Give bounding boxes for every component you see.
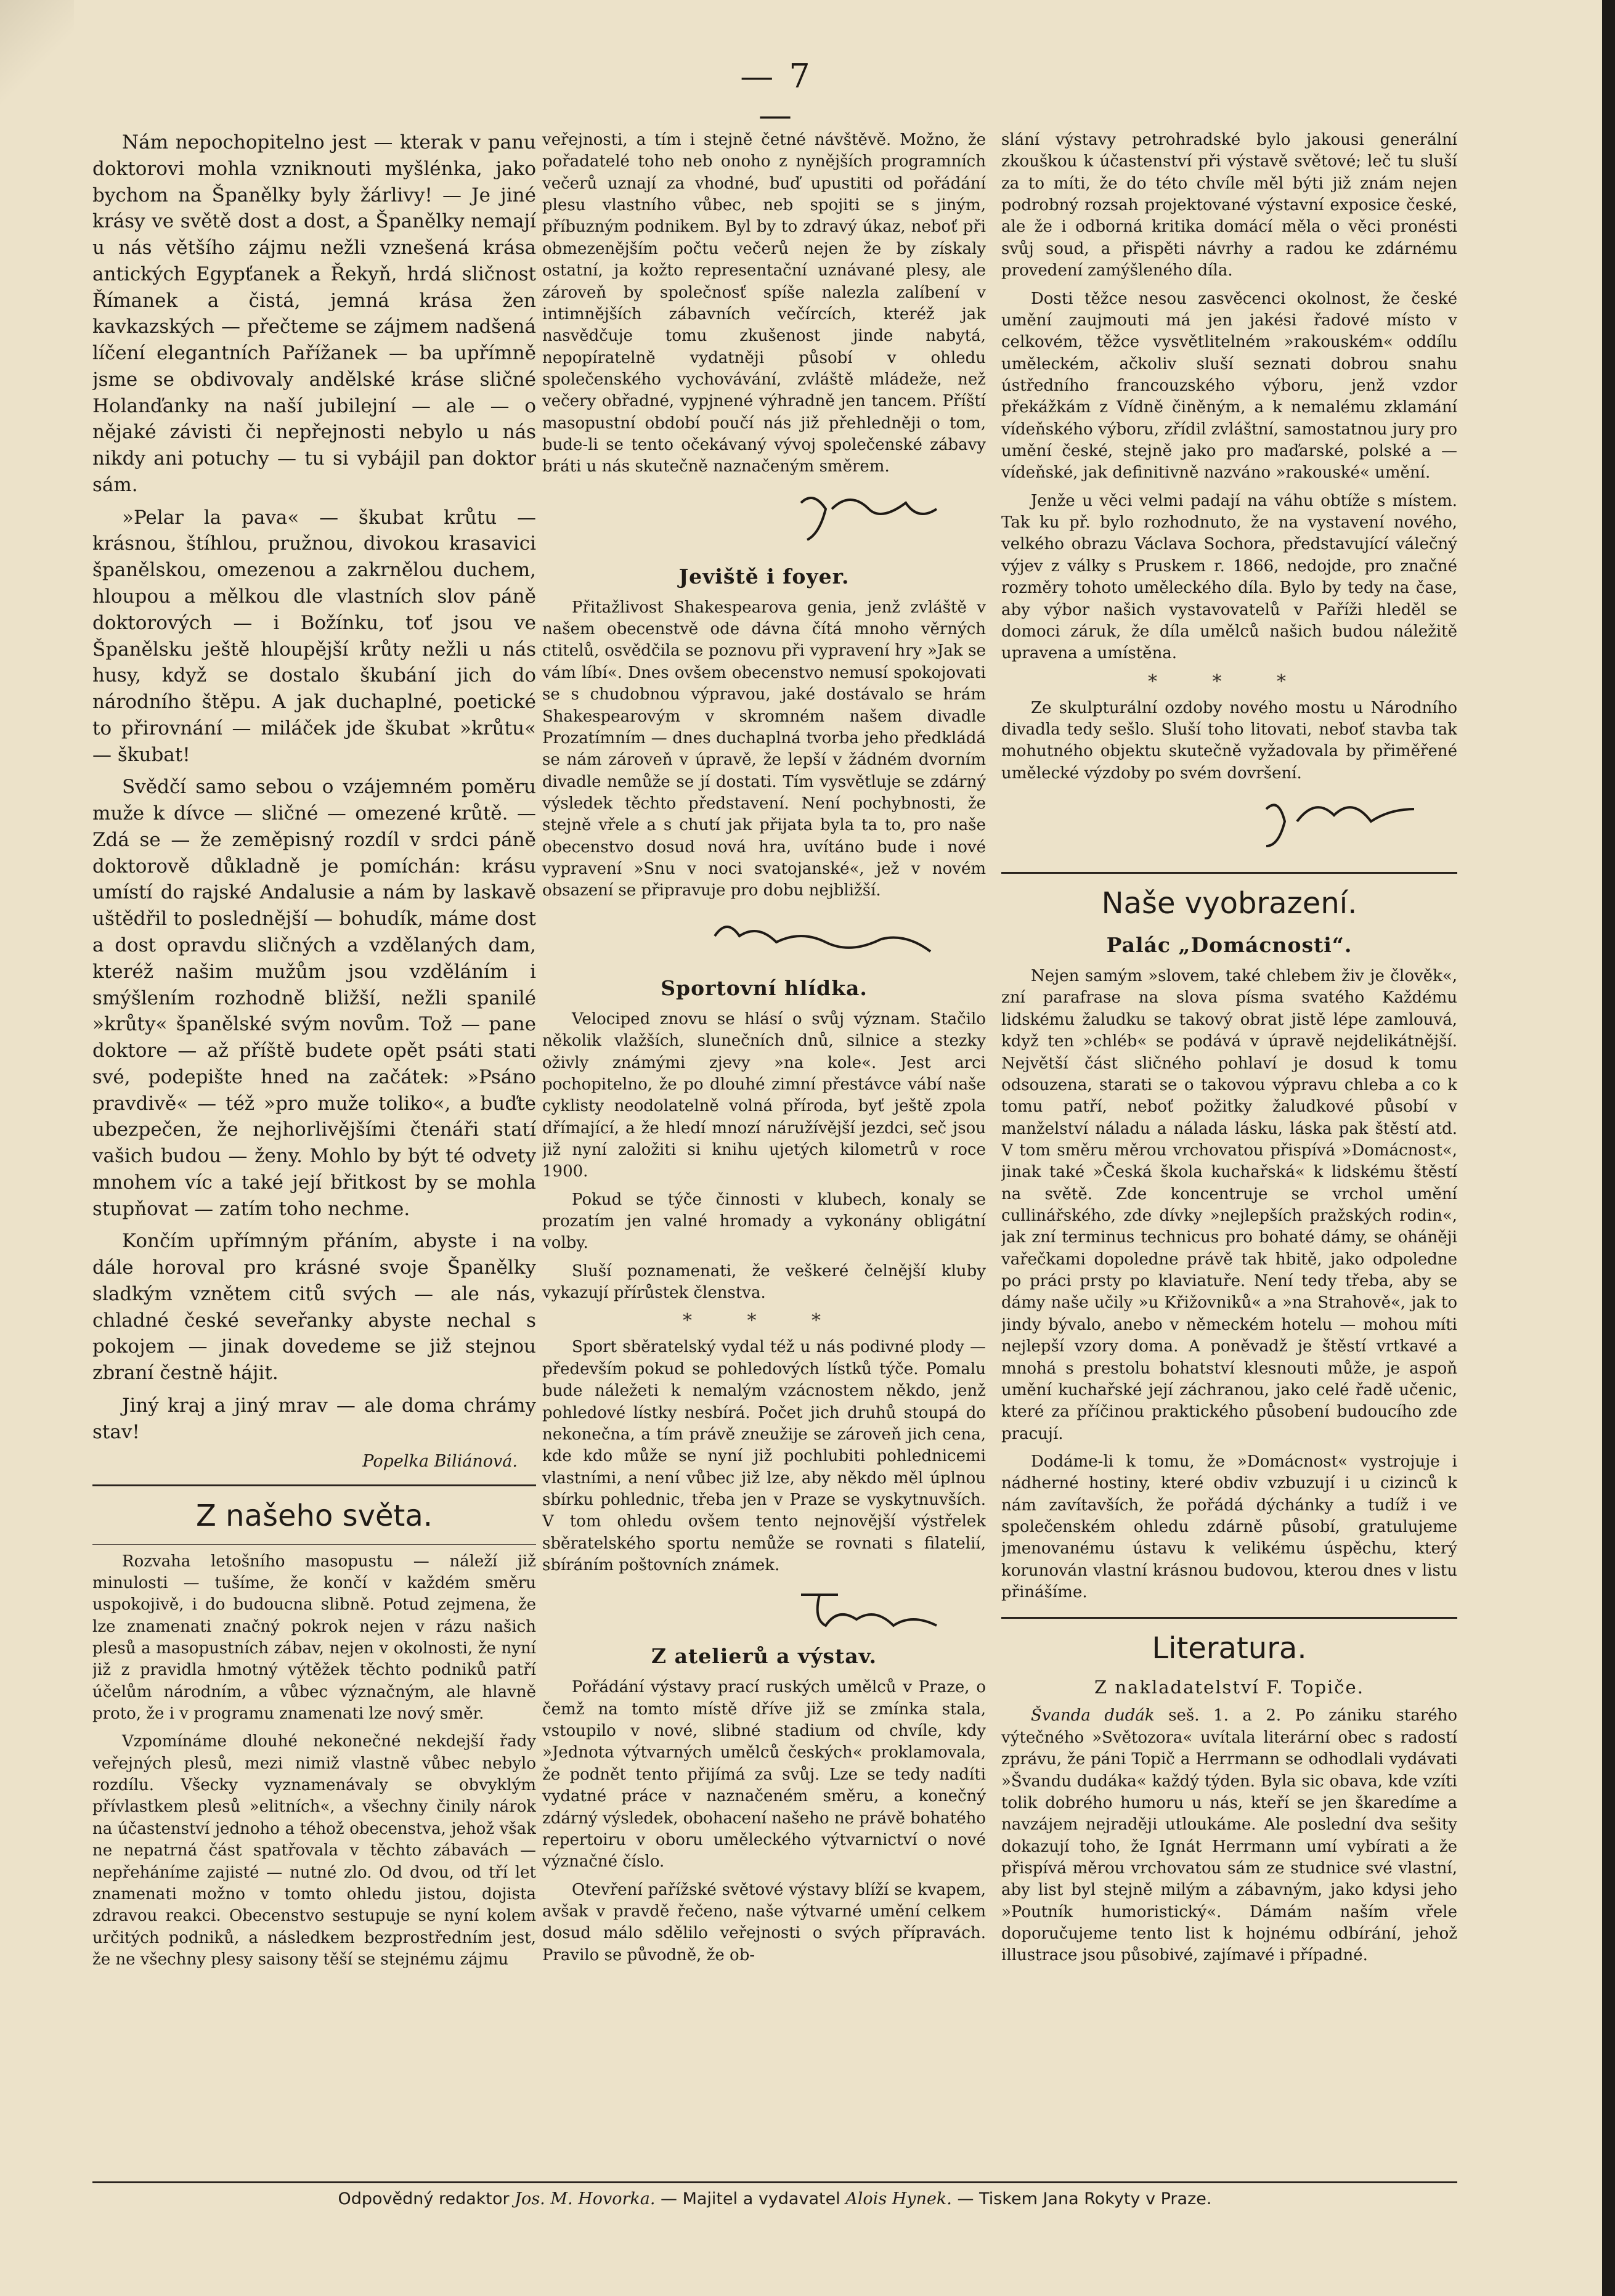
- letter-paragraph: Končím upřímným přáním, abyste i na dále horoval pro krásné svoje Španělky sladkým vznětem citů svých — ale nás, chladné české seveřanky abyste nechal s pokojem — jinak dovedeme se již stejnou zbraní čestně hájit.: [92, 1230, 536, 1385]
- article-paragraph: Otevření pařížské světové výstavy blíží se kvapem, avšak v pravdě řečeno, naše výtvarné umění celkem dosud málo sdělilo veřejnosti o svých přípravách. Pravilo se původně, že ob-: [542, 1880, 986, 1964]
- article-paragraph: Sluší poznamenati, že veškeré čelnější kluby vykazují přírůstek členstva.: [542, 1261, 986, 1303]
- article-paragraph: Vzpomínáme dlouhé nekonečné nekdejší řady veřejných plesů, mezi nimiž vlastně vůbec nebylo rozdílu. Všecky vyznamenávaly se obvyklým přívlastkem plesů »elitních«, a všechny činily nárok na účastenství jednoho a téhož obecenstva, jehož však ne nepatrná část spatřovala v těchto zábavách — nepřeháníme zajisté — nutné zlo. Od dvou, od tří let znamenati možno v tomto ohledu jistou, dojista zdravou reakci. Obecenstvo sestupuje se nyní kolem určitých podniků, a následkem bezprostředním jest, že ne všechny plesy saisony těší se stejnému zájmu: [92, 1732, 536, 1969]
- article-paragraph: Jenže u věci velmi padají na váhu obtíže s místem. Tak ku př. bylo rozhodnuto, že na vystavení nového, velkého obrazu Václava Sochora, představující válečný výjev z války s Pruskem r. 1866, nedojde, pro značné rozměry tohoto uměleckého díla. Bylo by tedy na čase, aby výbor našich vystavovatelů v Paříži hleděl se domoci záruk, že díla umělců našich budou náležitě upravena a umístěna.: [1001, 491, 1457, 663]
- column-left: [92, 129, 536, 2163]
- book-review-text: seš. 1. a 2. Po zániku starého výtečného »Světozora« uvítala literární obec s radostí zprávu, že páni Topič a Herrmann se odhodlali vydávati »Švandu dudáka« každý týden. Byla sic obava, kde vzíti tolik dobrého humoru u nás, kteří se jen škaredíme a navzájem nejraději utloukáme. Ale poslední dva sešity dokazují toho, že Ignát Herrmann umí vybírati a že přispívá měrou vrchovatou sám ze studnice své vlastní, aby list byl stejně milým a zábavným, jako kdysi jeho »Poutník humoristický«. Dámám naším vřele doporučujeme tento list k hojnému odbírání, jehož illustrace jsou působivé, zajímavé i případné.: [1001, 1706, 1457, 1965]
- article-paragraph: slání výstavy petrohradské bylo jakousi generální zkouškou k účastenství při výstavě světové; leč tu sluší za to míti, že do této chvíle měl býti již znám nejen podrobný rozsah projektované výstavní exposice české, ale že i odborná kritika domácí měla o věci pronésti svůj soud, a přispěti návrhy a radou ke zdárnému provedení zamýšleného díla.: [1001, 131, 1457, 280]
- column-middle: [542, 129, 986, 2163]
- section-divider: [1001, 1617, 1457, 1619]
- page-corner-shadow: [0, 0, 74, 105]
- article-paragraph: veřejnosti, a tím i stejně četné návštěvě. Možno, že pořadatelé toho neb onoho z nynějších programních večerů uznají za vhodné, buď upustiti od pořádání plesu vlastního vůbec, neb spojiti se s jiným, příbuzným podnikem. Byl by to zdravý úkaz, neboť při obmezenějším počtu večerů nejen že by získaly ostatní, ja kožto representační uznávané plesy, ale zároveň by společnosť spíše nalezla zalíbení v intimnějších zábavních večírcích, kteréž jak nasvědčuje tomu zkušenost jinde nabytá, nepopíratelně vydatněji působí v ohledu společenského vychovávání, zvláště mládeže, než večery obřadné, vypjnené výhradně jen tancem. Příští masopustní období poučí nás již přehledněji o tom, bude-li se tento očekávaný vývoj společenské zábavy bráti u nás skutečně naznačeným směrem.: [542, 131, 986, 476]
- footer-editor-label: Odpovědný redaktor: [338, 2189, 510, 2208]
- literatura-subtitle: Z nakladatelství F. Topiče.: [1094, 1677, 1364, 1698]
- page-number: — 7 —: [740, 57, 813, 134]
- article-paragraph: Pokud se týče činnosti v klubech, konaly se prozatím jen valné hromady a vykonány obligátní volby.: [542, 1190, 986, 1253]
- article-paragraph: Nejen samým »slovem, také chlebem živ je člověk«, zní parafrase na slova písma svatého Každému lidskému žaludku se takový obrat jistě lépe zamlouvá, když ten »chléb« se podává v úpravě nejdelikátnější. Největší část sličného pohlaví je dosud k tomu odsouzena, starati se o takovou výpravu chleba a co k tomu patří, neboť požitky žaludkové působí v manželství náladu a nálada lásku, láska pak štěstí atd. V tom směru měrou vrchovatou přispívá »Domácnost«, jinak také »Česká škola kuchařská« k lidskému štěstí na světě. Zde koncentruje se vrchol umění cullinářského, zde dívky »nejlepších pražských rodin«, jak zní terminus technicus pro bohaté dámy, se oháněji vařečkami dopoledne právě tak hbitě, jako odpoledne po práci prsty po klaviatuře. Není tedy třeba, aby se dámy naše učily »u Křižovniků« a »na Strahově«, jak to jindy bývalo, anebo v německém hotelu — mohou míti nejlepší vzory doma. A poněvadž je štěstí vrtkavé a mnohá s prestolu bohatství klesnouti může, je aspoň umění kuchařské její záchranou, jako celé řadě učenic, které za příčinou praktického působení budoucího zde pracují.: [1001, 967, 1457, 1443]
- footer-editor: Jos. M. Hovorka.: [515, 2189, 656, 2208]
- article-paragraph: Pořádání výstavy prací ruských umělců v Praze, o čemž na tomto místě dříve již se zmínka stala, vstoupilo v nové, slibné stadium od chvíle, kdy »Jednota výtvarných umělců českých« proklamovala, že podnět tento přijímá za svůj. Lze se tedy nadíti vydatné práce v naznačeném směru, a konečný zdárný výsledek, obohacení našeho ne právě bohatého repertoiru v oboru uměleckého výtvarnictví o nové význačné číslo.: [542, 1678, 986, 1871]
- article-paragraph: Ze skulpturální ozdoby nového mostu u Národního divadla tedy sešlo. Sluší toho litovati, neboť stavba tak mohutného objektu skutečně vyžadovala by přiměřené umělecké výzdoby po svém dovršení.: [1001, 698, 1457, 783]
- title-underline: [92, 1544, 536, 1545]
- article-paragraph: Velociped znovu se hlásí o svůj význam. Stačilo několik vlažších, slunečních dnů, silnice a stezky oživly známými zjevy »na kole«. Jest arci pochopitelno, že po dlouhé zimní přestávce vábí naše cyklisty neodolatelně volná příroda, byť ještě zpola dřímající, a že hledí mnozí náružívější jezdci, seč jsou již nyní založiti si knihu ujetých kilometrů v roce 1900.: [542, 1009, 986, 1181]
- article-title-palac-domacnosti: Palác „Domácnosti“.: [1106, 933, 1353, 958]
- letter-paragraph: Svědčí samo sebou o vzájemném poměru muže k dívce — sličné — omezené krůtě. — Zdá se — že zeměpisný rozdíl v srdci páně doktorově důkladně je pomíchán: krásu umístí do rajské Andalusie a nám by laskavě uštědřil to poslednější — bohudík, máme dost a dost opravdu sličných a vzdělaných dam, kteréž našim mužům jsou vzděláním i smýšlením rozhodně bližší, nežli spanilé »krůty« španělské svým novům. Tož — pane doktore — až příště budete opět psáti stati své, podepište hned na začátek: »Psáno pravdivě« — též »pro muže toliko«, a buďte ubezpečen, že nejhorlivějšími čtenáři statí vašich budou — ženy. Mohlo by být té odvety mnohem víc a také její břitkost by se mohla stupňovat — zatím toho nechme.: [92, 776, 536, 1220]
- article-paragraph: Sport sběratelský vydal též u nás podivné plody — především pokud se pohledových lístků týče. Pomalu bude náležeti k nemalým vzácnostem někdo, jenž pohledové lístky nesbírá. Počet jich druhů stoupá do nekonečna, a tím právě zneužije se zároveň jich cena, kde kdo může se nyní již pochlubiti pohlednicemi vlastními, a není vůbec již lze, aby někdo měl úplnou sbírku pohlednic, třeba jen v Praze se vyskytnuvších. V tom ohledu ovšem tento nejnovější výstřelek sběratelského sportu nemůže se rovnati s filatelií, sbíráním poštovních známek.: [542, 1338, 986, 1575]
- article-paragraph: Dodáme-li k tomu, že »Domácnost« vystrojuje i nádherné hostiny, které obdiv vzbuzují i u cizinců k nám zavítavších, že pořádá dýchánky a tudíž i ve společenském ohledu zdárně působí, gratulujeme jmenovanému ústavu k velikému úspěchu, který korunován vlastní krásnou budovou, kterou dnes v listu přinášíme.: [1001, 1452, 1457, 1602]
- page-edge-shadow: [1602, 0, 1615, 2296]
- book-title: Švanda dudák: [1031, 1706, 1155, 1725]
- letter-paragraph: »Pelar la pava« — škubat krůtu — krásnou, štíhlou, pružnou, divokou krasavici španělskou, omezenou a zakrnělou duchem, hloupou a mělkou dle vlastních slov páně doktorových — i Božínku, toť jsou ve Španělsku ještě hloupější krůty nežli u nás husy, když se dostalo škubání jich do národního štěpu. A jak duchaplné, poetické to přirovnání — miláček jde škubat »krůtu« — škubat!: [92, 506, 536, 766]
- article-paragraph: Přitažlivost Shakespearova genia, jenž zvláště v našem obecenstvě ode dávna čítá mnoho věrných ctitelů, osvědčila se poznovu při vypravení hry »Jak se vám líbí«. Dnes ovšem obecenstvo nemusí spokojovati se s chudobnou výpravou, jaké dostávalo se hrám Shakespearovým v skromném našem divadle Prozatímním — dnes duchaplná tvorba jeho předkládá se nám zároveň v úpravě, že lepší v žádném dvorním divadle nemůže se jí dostati. Tím vysvětluje se zdárný výsledek těchto představení. Není pochybnosti, že stejně vřele a s chutí jak přijata byla ta to, pro naše obecenstvo dosud nová hra, uvítáno bude i nové vypravení »Snu v noci svatojanské«, jež v novém obsazení se připravuje pro dobu nejbližší.: [542, 598, 986, 900]
- article-paragraph: [1001, 1705, 1457, 1966]
- section-title-z-naseho-sveta: Z našeho světa.: [196, 1498, 433, 1533]
- letter-paragraph: Jiný kraj a jiný mrav — ale doma chrámy stav!: [92, 1394, 536, 1443]
- signature-pratek-image: [542, 1582, 974, 1632]
- signature-boskovic-image: [1001, 791, 1457, 858]
- separator-stars: * * *: [1147, 670, 1311, 693]
- section-title-nase-vyobrazeni: Naše vyobrazení.: [1101, 886, 1357, 921]
- section-title-literatura: Literatura.: [1152, 1631, 1307, 1666]
- article-paragraph: Dosti těžce nesou zasvěcenci okolnost, že české umění zaujmouti má jen jakési řadové místo v celkovém, těžce vysvětlitelném »rakouském« oddílu uměleckém, ačkoliv sluší seznati dobrou snahu ústředního francouzského výboru, jenž vzdor překážkám z Vídně činěným, a k nemalému zklamání vídeňského výboru, zřídil zvláštní, samostatnou jury pro umění české, stejně jako pro maďarské, polské a — vídeňské, jak definitivně nazváno »rakouské« umění.: [1001, 289, 1457, 482]
- section-divider: [92, 1484, 536, 1486]
- footer-publisher-label: — Majitel a vydavatel: [661, 2189, 840, 2208]
- footer-publisher: Alois Hynek.: [845, 2189, 952, 2208]
- section-title-z-atelieru: Z atelierů a výstav.: [651, 1644, 877, 1669]
- page-footer: [92, 2181, 1457, 2208]
- letter-paragraph: Nám nepochopitelno jest — kterak v panu doktorovi mohla vzniknouti myšlénka, jako bychom na Španělky byly žárlivy! — Je jiné krásy ve světě dost a dost, a Španělky nemají u nás většího zájmu nežli vznešená krása antických Egypťanek a Řekyň, hrdá sličnost Římanek a čistá, jemná krása žen kavkazských — přečteme se zájmem nadšená líčení elegantních Pařížanek — ba upřímně jsme se obdivovaly andělské kráse sličné Holanďanky na naší jubilejní — ale — o nějaké závisti či nepřejnosti nebylo u nás nikdy ani potuchy — tu si vybájil pan doktor sám.: [92, 131, 536, 496]
- section-title-jeviste: Jeviště i foyer.: [678, 564, 850, 588]
- section-title-sportovni-hlidka: Sportovní hlídka.: [661, 975, 868, 1000]
- column-right: [1001, 129, 1457, 2163]
- section-divider: [1001, 872, 1457, 874]
- signature-bodi-image: [542, 484, 974, 552]
- separator-stars: * * *: [682, 1310, 846, 1332]
- footer-printer: — Tiskem Jana Rokyty v Praze.: [957, 2189, 1212, 2208]
- signature-kazimir-image: [542, 908, 974, 964]
- author-name: Popelka Biliánová.: [362, 1451, 518, 1471]
- article-paragraph: Rozvaha letošního masopustu — náleží již minulosti — tušíme, že končí v každém směru uspokojivě, i do budoucna slibně. Potud zejmena, že lze znamenati značný pokrok nejen v rázu našich plesů a masopustních zábav, nejen v okolnosti, že nyní již z pravidla hmotný výtěžek těchto podniků patří účelům národním, a vůbec význačným, ale hlavně proto, že i v programu znamenati lze nový směr.: [92, 1552, 536, 1724]
